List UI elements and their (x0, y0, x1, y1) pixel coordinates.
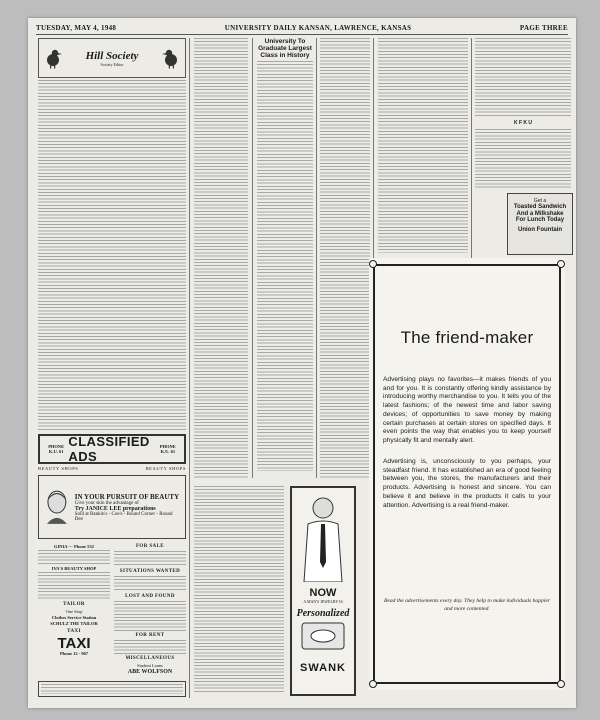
masthead (36, 22, 568, 35)
column-rule (471, 38, 472, 258)
column-rule (189, 38, 190, 698)
column-engineering (378, 38, 468, 253)
phone-left: PHONE K.U. 61 (48, 443, 65, 454)
column-rule (252, 38, 253, 478)
hill-society-header (38, 38, 186, 78)
ivas-beauty-shop: IVA'S BEAUTY SHOP (51, 566, 97, 571)
union-fountain-ad (507, 193, 573, 255)
jayhawk-icon (43, 47, 63, 69)
masthead-title: UNIVERSITY DAILY KANSAN, LAWRENCE, KANSAS (224, 24, 412, 32)
frame-knob (369, 680, 377, 688)
ad-text (114, 640, 186, 654)
graduates-article (257, 61, 313, 471)
ad-text (38, 550, 110, 564)
taxi-big: TAXI (57, 634, 91, 652)
beauty-stores: Sold at Rankin's - Coe's - Round Corner - Round Dee (74, 511, 173, 522)
column-graduates (257, 38, 313, 478)
taxi-heading: TAXI (67, 628, 81, 634)
ad-line: And a Milkshake (516, 210, 564, 217)
beauty-shops-label: BEAUTY SHOPS (145, 466, 186, 471)
classified-ads-title: CLASSIFIED ADS (68, 434, 150, 464)
student-loans: Student Loans (137, 663, 163, 668)
taxi-phone: Phone 12 - 967 (59, 650, 89, 656)
tailor-heading: TAILOR (63, 602, 85, 607)
friend-maker-paragraph-2: Advertising is, unconsciously to you perhaps, your steadfast friend. It has established an era of good feeling between you, the stores, the manufacturers and their products. Advertising is honest and sincere. You can believe it and believe in the products it calls to your attention. Advertising is a real friend-maker. (383, 458, 551, 509)
society-title: Hill Society (85, 49, 139, 62)
column-society (38, 38, 186, 698)
newspaper-page (28, 18, 576, 708)
frame-line (373, 264, 561, 266)
phone-right: PHONE K.U. 61 (159, 443, 176, 454)
swank-personalized: Personalized (296, 608, 350, 619)
ad-line: Get a (533, 198, 547, 204)
ad-line: Toasted Sandwich (513, 204, 567, 210)
kfku-text (475, 129, 571, 189)
article-text (194, 38, 248, 478)
column-rule (373, 38, 374, 258)
masthead-date: TUESDAY, MAY 4, 1948 (36, 24, 117, 32)
graduates-headline: University To Graduate Largest Class in History (258, 38, 312, 60)
janice-lee-ad (38, 475, 186, 539)
swank-tagline: A MAN'S JEWELRY IS (303, 599, 343, 604)
beauty-line: Give your skin the advantage of (74, 500, 139, 506)
column-society-2b (194, 486, 284, 694)
frame-knob (557, 260, 565, 268)
man-portrait-icon (298, 492, 348, 582)
ad-text (114, 601, 186, 631)
ad-brand: Union Fountain (518, 226, 562, 233)
swank-brand: SWANK (300, 662, 346, 674)
frame-line (559, 264, 561, 684)
column-fine-arts (475, 38, 571, 188)
friend-maker-ad (369, 258, 565, 690)
clothes-service: Clothes Service Station (51, 614, 97, 620)
degrees-list (378, 38, 468, 253)
for-rent-heading: FOR RENT (135, 633, 165, 638)
lost-found-heading: LOST AND FOUND (125, 594, 175, 599)
notice-text (41, 684, 183, 694)
jewelry-box-icon (298, 619, 348, 653)
swank-jewelry-ad (290, 486, 356, 696)
ad-text (38, 572, 110, 600)
woman-portrait-icon (43, 488, 71, 526)
column-society-2 (194, 38, 248, 478)
society-article-text (38, 80, 186, 430)
schulz-tailor: SCHULZ THE TAILOR (50, 620, 98, 626)
names-list (320, 38, 370, 478)
ad-line: For Lunch Today (515, 217, 565, 224)
column-graduates-2 (320, 38, 370, 478)
beauty-shops-label: BEAUTY SHOPS (38, 466, 79, 471)
situations-heading: SITUATIONS WANTED (119, 569, 181, 574)
for-sale-heading: FOR SALE (135, 544, 165, 549)
friend-maker-footer: Read the advertisements every day. They help to make individuals happier and more contented. (383, 598, 551, 612)
jayhawk-icon (161, 47, 181, 69)
friend-maker-title: The friend-maker (400, 328, 534, 347)
swank-now: NOW (309, 587, 337, 599)
ad-text (114, 551, 186, 567)
beauty-product: Try JANICE LEE preparations (74, 505, 156, 512)
article-text (194, 486, 284, 694)
classified-ads-banner (38, 434, 186, 464)
society-editor: Society Editor (100, 61, 124, 67)
kfku-heading: K F K U (513, 120, 533, 126)
frame-knob (557, 680, 565, 688)
friend-maker-paragraph-1: Advertising plays no favorites—it makes friends of you and for you. It is constantly offering kindly assistance by introducing worthy merchandise to you. It tells you of the latest fashions; of the newest time and labor saving devices; of opportunities to save money by making certain purchases at certain stores on specified days. It even points the way that enables you to keep yourself physically fit and mentally alert. (383, 376, 551, 444)
ad-text (114, 576, 186, 592)
column-rule (316, 38, 317, 478)
frame-line (373, 682, 561, 684)
one-stop: One Stop (65, 609, 83, 614)
fine-arts-text (475, 38, 571, 118)
notice-box (38, 681, 186, 697)
ginia-phone: GINIA --- Phone 532 (54, 544, 94, 549)
misc-heading: MISCELLANEOUS (125, 656, 175, 661)
abe-wolfson: ABE WOLFSON (127, 668, 173, 675)
frame-knob (369, 260, 377, 268)
masthead-page: PAGE THREE (519, 24, 568, 32)
beauty-headline: IN YOUR PURSUIT OF BEAUTY (74, 492, 180, 501)
frame-line (373, 264, 375, 684)
